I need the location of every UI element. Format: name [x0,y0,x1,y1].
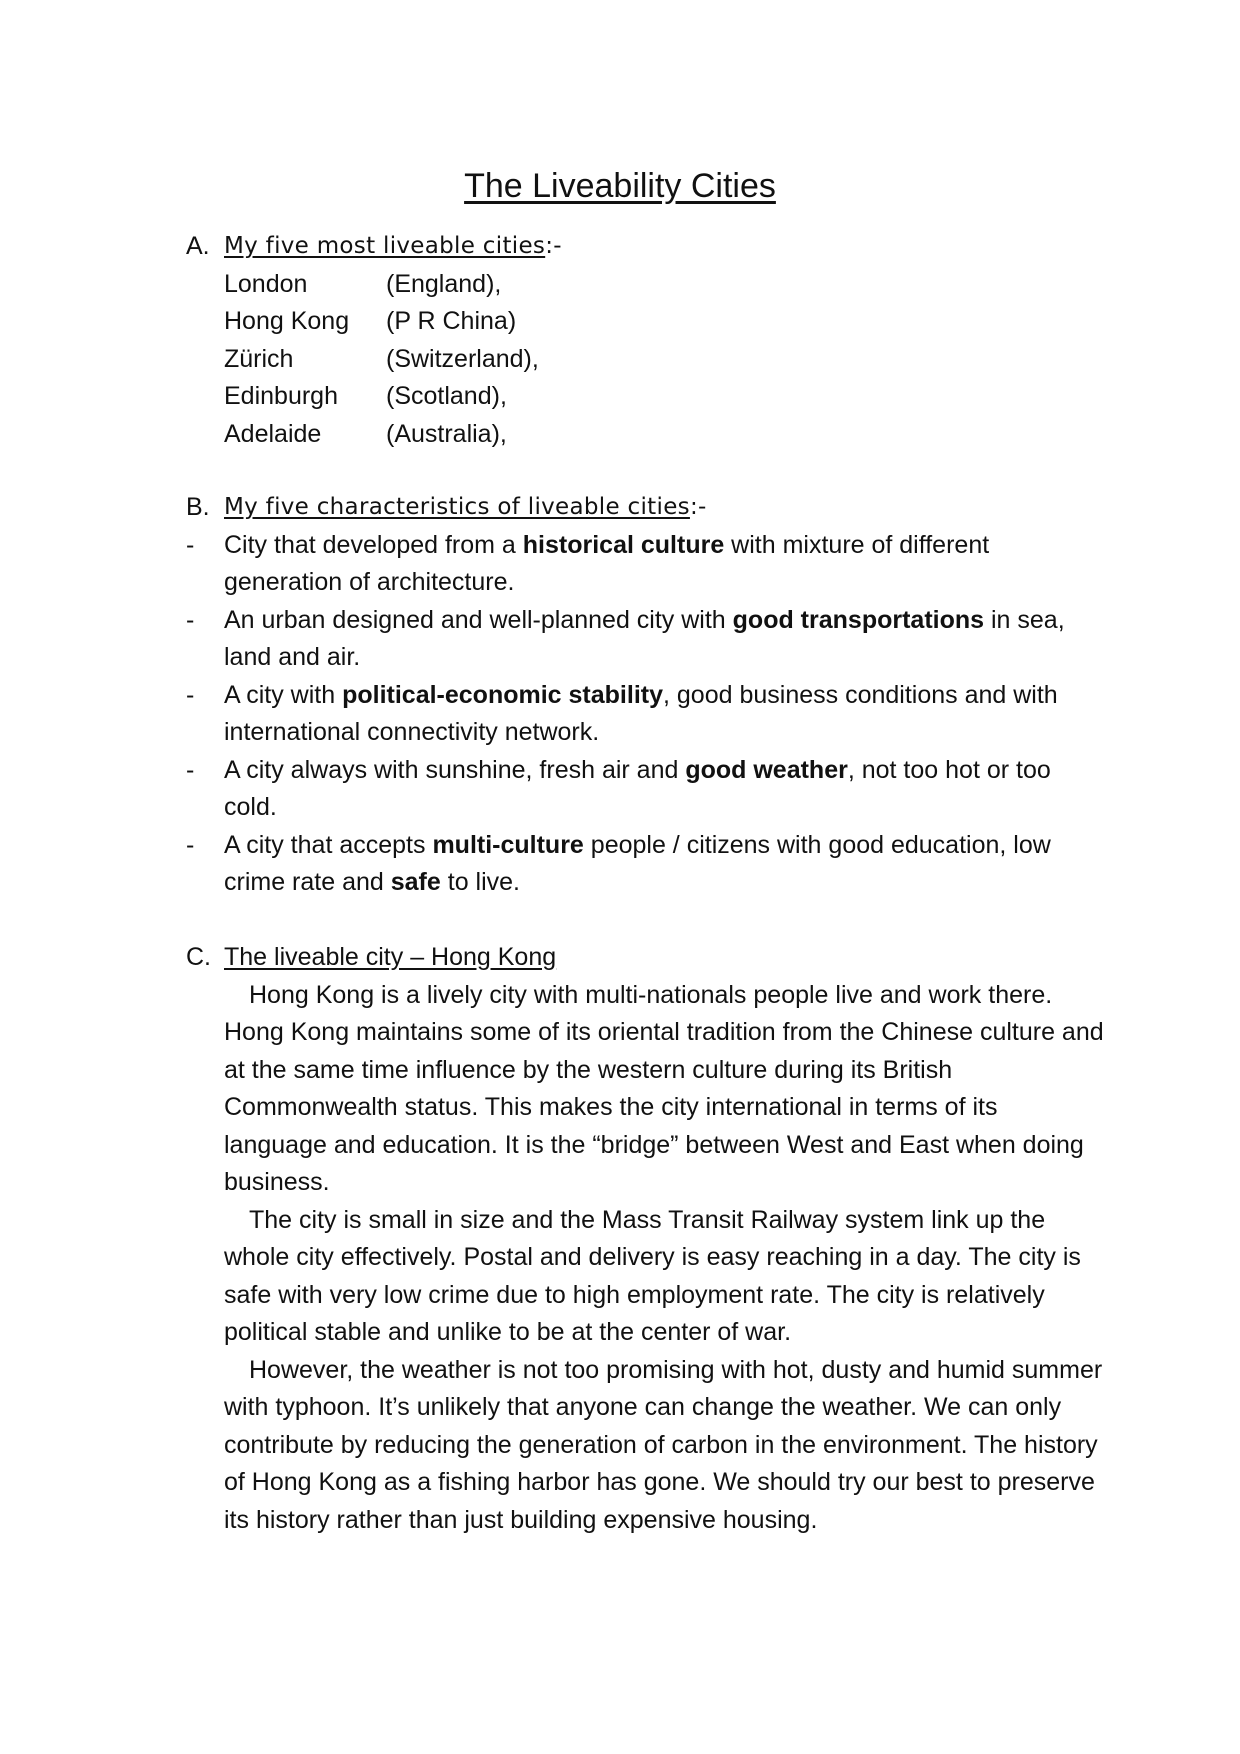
bullet-dash: - [186,680,195,709]
characteristic-text [224,602,1094,677]
city-name: Edinburgh [224,382,338,410]
bullet-dash: - [186,755,195,784]
characteristic-text-part: An urban designed and well-planned city with [224,605,733,634]
city-country: (England), [386,269,502,298]
bullet-dash: - [186,605,195,634]
characteristic-keyword: political-economic stability [342,680,663,709]
body-paragraph: Hong Kong is a lively city with multi-nationals people live and work there. Hong Kong maintains some of its oriental tradition from the Chinese culture and at the same time influence by the western culture during its British Commonwealth status. This makes the city international in terms of its language and education. It is the “bridge” between West and East when doing business. [224,980,1104,1196]
city-name: London [224,269,308,298]
city-country: (Switzerland), [386,344,539,373]
characteristic-text-part: , good business conditions and with international connectivity network. [224,680,1058,746]
city-name: Hong Kong [224,307,350,335]
characteristic-text-part: with mixture of different generation of architecture. [224,530,990,596]
section-a-heading-row [186,228,1086,266]
characteristic-text-part: A city that accepts [224,830,433,859]
section-b-marker: B. [186,493,210,521]
section-b-heading-suffix: :- [689,494,707,520]
city-row [186,341,1086,379]
characteristic-item [186,677,1086,752]
document-title: The Liveability Cities [464,167,776,205]
city-row [186,416,1086,454]
characteristic-text-part: A city with [224,680,343,709]
characteristic-text [224,527,1094,602]
city-row [186,303,1086,341]
characteristic-item [186,752,1086,827]
section-a [186,228,1086,453]
section-b-heading-row [186,489,1086,527]
characteristic-text-part: A city always with sunshine, fresh air and [224,755,686,784]
section-b-heading-text: My five characteristics of liveable cities [224,494,690,520]
city-name: Adelaide [224,419,322,448]
characteristic-text-part: , not too hot or too cold. [224,755,1051,821]
characteristic-text-part: people / citizens with good education, low crime rate and [224,830,1051,896]
section-b [186,489,1086,902]
characteristic-text-part: in sea, land and air. [224,605,1065,671]
city-name: Zürich [224,344,294,373]
body-paragraph: However, the weather is not too promising with hot, dusty and humid summer with typhoon. It’s unlikely that anyone can change the weather. We can only contribute by reducing the generation of carbon in the environment. The history of Hong Kong as a fishing harbor has gone. We should try our best to preserve its history rather than just building expensive housing. [224,1355,1103,1534]
city-country: (Scotland), [386,382,507,410]
characteristic-keyword: multi-culture [432,830,584,859]
section-a-heading-suffix: :- [545,233,562,259]
characteristic-text-part: City that developed from a [224,530,523,559]
characteristic-item [186,527,1086,602]
body-paragraph: The city is small in size and the Mass Transit Railway system link up the whole city effectively. Postal and delivery is easy reaching in a day. The city is safe with very low crime due to high employment rate. The city is relatively political stable and unlike to be at the center of war. [224,1205,1081,1346]
characteristic-keyword: historical culture [522,530,725,559]
city-row [186,378,1086,416]
characteristic-item [186,602,1086,677]
city-country: (Australia), [386,419,507,448]
section-c-heading: The liveable city – Hong Kong [224,943,557,971]
characteristic-text [224,677,1094,752]
section-a-marker: A. [186,232,210,260]
section-c-heading-row [186,939,1086,977]
characteristic-keyword: good weather [685,755,848,784]
section-b-heading [224,489,707,527]
characteristic-text [224,752,1094,827]
characteristic-keyword: safe [390,868,441,896]
section-a-heading-text: My five most liveable cities [224,233,546,259]
city-country: (P R China) [386,307,517,335]
bullet-dash: - [186,830,195,859]
section-c-marker: C. [186,943,211,971]
characteristic-text-part: to live. [440,868,520,896]
characteristic-item [186,827,1086,902]
city-row [186,266,1086,304]
bullet-dash: - [186,530,195,559]
section-c [186,939,1104,1539]
section-a-heading [224,228,562,266]
characteristic-keyword: good transportations [732,605,985,634]
characteristic-text [224,827,1094,902]
